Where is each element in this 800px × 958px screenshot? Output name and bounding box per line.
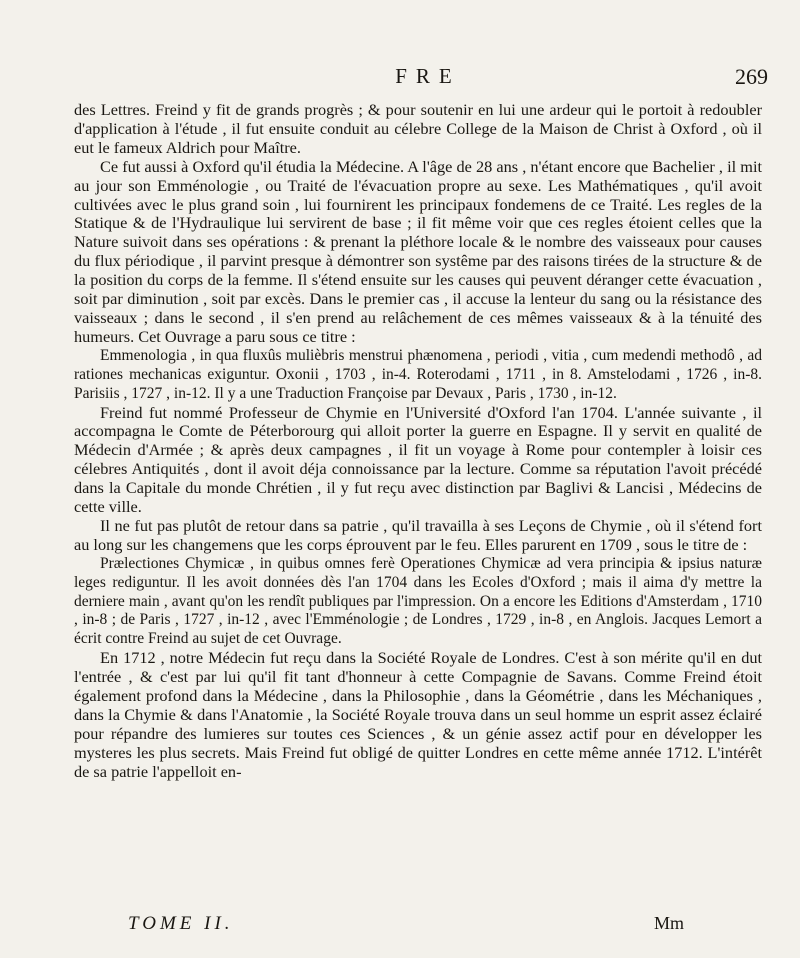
paragraph-emmenologie: Ce fut aussi à Oxford qu'il étudia la Médecine. A l'âge de 28 ans , n'étant encore que Bachelier , il mit au jour son Emménologie , ou Traité de l'évacuation propre au sexe. Les Mathématiques , qu'il avoit cultivées avec le plus grand soin , lui fournirent les principaux fondemens de ce Traité. Les regles de la Statique & de l'Hydraulique lui servirent de base ; il fit même voir que ces regles étoient celles que la Nature suivoit dans ses opérations : & prenant la pléthore locale & le nombre des vaisseaux pour causes du flux périodique , il parvint presque à démontrer son systême par des raisons tirées de la structure & de la position du corps de la femme. Il s'étend ensuite sur les causes qui peuvent déranger cette évacuation , soit par diminution , soit par excès. Dans le premier cas , il accuse la lenteur du sang ou la résistance des vaisseaux ; dans le second , il s'en prend au relâchement de ces mêmes vaisseaux & à la ténuité des humeurs. Cet Ouvrage a paru sous ce titre : — [74, 156, 762, 346]
signature-mark: Mm — [653, 913, 684, 933]
page-number: 269 — [735, 64, 768, 89]
page-header — [88, 64, 768, 94]
volume-label: TOME II. — [128, 913, 234, 934]
paragraph-lecons-chymie: Il ne fut pas plutôt de retour dans sa patrie , qu'il travailla à ses Leçons de Chymie , où il s'étend fort au long sur les changemens que les corps éprouvent par le feu. Elles parurent en 1709 , sous le titre de : — [74, 515, 762, 554]
paragraph-continuation: des Lettres. Freind y fit de grands progrès ; & pour soutenir en lui une ardeur qui le portoit à redoubler d'application à l'étude , il fut ensuite conduit au célebre College de la Maison de Christ à Oxford , où il eut le fameux Aldrich pour Maître. — [74, 100, 762, 157]
page-footer — [128, 913, 684, 937]
page-body — [74, 101, 762, 782]
running-head: FRE — [395, 64, 461, 88]
citation-emmenologia: Emmenologia , in qua fluxûs mulièbris menstrui phænomena , periodi , vitia , cum medendi methodô , ad rationes mechanicas exiguntur. Oxonii , 1703 , in-4. Roterodami , 1711 , in 8. Amstelodami , 1726 , in-8. Parisiis , 1727 , in-12. Il y a une Traduction Françoise par Devaux , Paris , 1730 , in-12. — [74, 346, 762, 402]
paragraph-societe-royale: En 1712 , notre Médecin fut reçu dans la Société Royale de Londres. C'est à son mérite qu'il en dut l'entrée , & c'est par lui qu'il fit tant d'honneur à cette Compagnie de Savans. Comme Freind étoit également profond dans la Médecine , dans la Philosophie , dans la Géométrie , dans les Méchaniques , dans la Chymie & dans l'Anatomie , la Société Royale trouva dans un seul homme un esprit assez éclairé pour répandre des lumieres sur toutes ces Sciences , & un génie assez actif pour en développer les mysteres les plus secrets. Mais Freind fut obligé de quitter Londres en cette même année 1712. L'intérêt de sa patrie l'appelloit en- — [74, 648, 762, 781]
paragraph-professor-chymie: Freind fut nommé Professeur de Chymie en l'Université d'Oxford l'an 1704. L'année suivante , il accompagna le Comte de Péterborourg qui alloit porter la guerre en Espagne. Il y servit en qualité de Médecin d'Armée ; & après deux campagnes , il fit un voyage à Rome pour contempler à loisir ces célebres Antiquités , dont il avoit déja connoissance par la lecture. Comme sa réputation l'avoit précédé dans la Capitale du monde Chrétien , il y fut reçu avec distinction par Baglivi & Lancisi , Médecins de cette ville. — [74, 402, 762, 517]
citation-praelectiones: Prælectiones Chymicæ , in quibus omnes ferè Operationes Chymicæ ad vera principia & ipsius naturæ leges rediguntur. Il les avoit données dès l'an 1704 dans les Ecoles d'Oxford ; mais il aima d'y mettre la derniere main , avant qu'on les rendît publiques par l'impression. On a encore les Editions d'Amsterdam , 1710 , in-8 ; de Paris , 1727 , in-12 , avec l'Emménologie ; de Londres , 1729 , in-8 , en Anglois. Jacques Lemort a écrit contre Freind au sujet de cet Ouvrage. — [74, 554, 762, 648]
